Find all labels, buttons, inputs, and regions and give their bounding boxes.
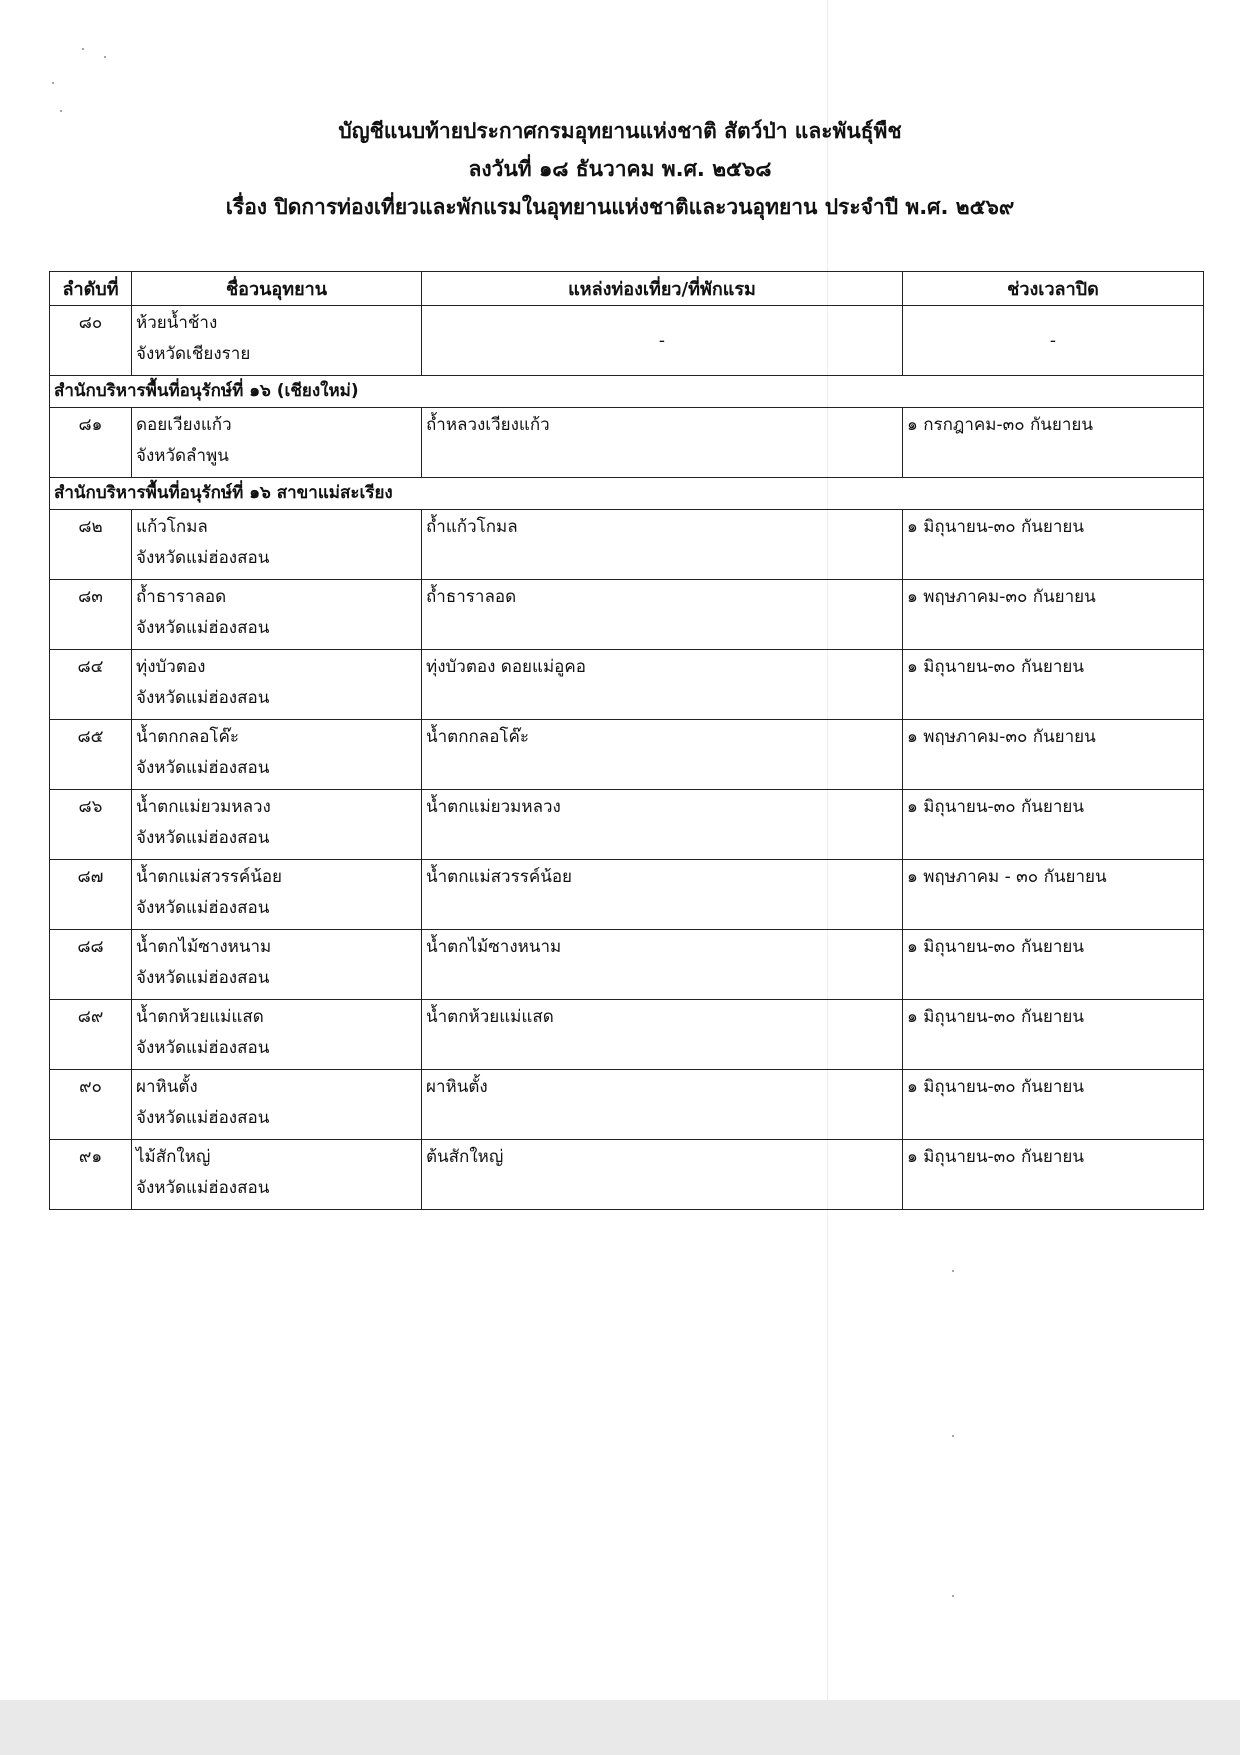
row-park-name-cell [132, 510, 422, 580]
row-park-name-cell [132, 1070, 422, 1140]
row-site: น้ำตกกลอโค๊ะ [422, 720, 903, 790]
row-period: ๑ มิถุนายน-๓๐ กันยายน [903, 1140, 1204, 1210]
row-province: จังหวัดแม่ฮ่องสอน [136, 758, 270, 778]
row-period: ๑ พฤษภาคม - ๓๐ กันยายน [903, 860, 1204, 930]
row-sequence: ๘๙ [50, 1000, 132, 1070]
table-row [50, 1000, 1204, 1070]
header-date: ลงวันที่ ๑๘ ธันวาคม พ.ศ. ๒๕๖๘ [468, 157, 772, 181]
scan-speck [104, 56, 106, 58]
row-site: น้ำตกไม้ซางหนาม [422, 930, 903, 1000]
row-period: - [903, 306, 1204, 376]
row-park-name: น้ำตกไม้ซางหนาม [136, 937, 272, 957]
scan-speck [952, 1435, 954, 1437]
row-period: ๑ พฤษภาคม-๓๐ กันยายน [903, 580, 1204, 650]
row-province: จังหวัดแม่ฮ่องสอน [136, 688, 270, 708]
row-period: ๑ มิถุนายน-๓๐ กันยายน [903, 930, 1204, 1000]
table-row [50, 1070, 1204, 1140]
table-row [50, 650, 1204, 720]
row-site: น้ำตกแม่สวรรค์น้อย [422, 860, 903, 930]
row-period: ๑ กรกฎาคม-๓๐ กันยายน [903, 408, 1204, 478]
row-sequence: ๙๑ [50, 1140, 132, 1210]
table-row [50, 860, 1204, 930]
row-park-name: น้ำตกแม่ยวมหลวง [136, 797, 271, 817]
table-row [50, 720, 1204, 790]
row-site: ทุ่งบัวตอง ดอยแม่อูคอ [422, 650, 903, 720]
section-row [50, 478, 1204, 510]
table-row [50, 580, 1204, 650]
table-row [50, 1140, 1204, 1210]
header-title: บัญชีแนบท้ายประกาศกรมอุทยานแห่งชาติ สัตว์ป่า และพันธุ์พืช [338, 119, 902, 143]
header-subject: เรื่อง ปิดการท่องเที่ยวและพักแรมในอุทยานแห่งชาติและวนอุทยาน ประจำปี พ.ศ. ๒๕๖๙ [225, 195, 1015, 219]
row-park-name-cell [132, 720, 422, 790]
row-park-name: ผาหินตั้ง [136, 1077, 198, 1097]
row-province: จังหวัดแม่ฮ่องสอน [136, 898, 270, 918]
row-park-name: น้ำตกกลอโค๊ะ [136, 727, 240, 747]
row-park-name: ทุ่งบัวตอง [136, 657, 206, 677]
row-park-name-cell [132, 860, 422, 930]
row-site: น้ำตกแม่ยวมหลวง [422, 790, 903, 860]
row-park-name-cell [132, 408, 422, 478]
row-sequence: ๘๕ [50, 720, 132, 790]
row-sequence: ๙๐ [50, 1070, 132, 1140]
row-sequence: ๘๓ [50, 580, 132, 650]
column-header-closing-period: ช่วงเวลาปิด [903, 272, 1204, 306]
section-title: สำนักบริหารพื้นที่อนุรักษ์ที่ ๑๖ (เชียงใหม่) [50, 376, 1204, 408]
scan-speck [952, 1595, 954, 1597]
row-sequence: ๘๒ [50, 510, 132, 580]
row-province: จังหวัดแม่ฮ่องสอน [136, 618, 270, 638]
row-park-name: ถ้ำธาราลอด [136, 587, 227, 607]
row-site: ถ้ำหลวงเวียงแก้ว [422, 408, 903, 478]
row-sequence: ๘๘ [50, 930, 132, 1000]
row-province: จังหวัดแม่ฮ่องสอน [136, 548, 270, 568]
row-sequence: ๘๐ [50, 306, 132, 376]
row-park-name: แก้วโกมล [136, 517, 208, 537]
row-province: จังหวัดแม่ฮ่องสอน [136, 1108, 270, 1128]
row-period: ๑ มิถุนายน-๓๐ กันยายน [903, 790, 1204, 860]
row-period: ๑ มิถุนายน-๓๐ กันยายน [903, 1070, 1204, 1140]
row-sequence: ๘๑ [50, 408, 132, 478]
row-park-name-cell [132, 650, 422, 720]
row-sequence: ๘๗ [50, 860, 132, 930]
row-park-name-cell [132, 306, 422, 376]
row-park-name: ห้วยน้ำช้าง [136, 313, 218, 333]
row-period: ๑ มิถุนายน-๓๐ กันยายน [903, 1000, 1204, 1070]
table-row [50, 510, 1204, 580]
closure-table [49, 271, 1204, 1210]
row-site: ต้นสักใหญ่ [422, 1140, 903, 1210]
row-site: ถ้ำแก้วโกมล [422, 510, 903, 580]
table-row [50, 790, 1204, 860]
scan-bottom-edge [0, 1700, 1240, 1755]
column-header-site: แหล่งท่องเที่ยว/ที่พักแรม [422, 272, 903, 306]
row-site: - [422, 306, 903, 376]
row-province: จังหวัดเชียงราย [136, 344, 251, 364]
table-row [50, 930, 1204, 1000]
row-province: จังหวัดลำพูน [136, 446, 229, 466]
row-sequence: ๘๔ [50, 650, 132, 720]
row-site: ผาหินตั้ง [422, 1070, 903, 1140]
row-park-name-cell [132, 930, 422, 1000]
document-header [0, 112, 1240, 226]
row-park-name-cell [132, 1140, 422, 1210]
section-row [50, 376, 1204, 408]
row-province: จังหวัดแม่ฮ่องสอน [136, 828, 270, 848]
row-province: จังหวัดแม่ฮ่องสอน [136, 1178, 270, 1198]
scan-speck [52, 82, 54, 84]
row-park-name: ดอยเวียงแก้ว [136, 415, 232, 435]
column-header-park-name: ชื่อวนอุทยาน [132, 272, 422, 306]
row-sequence: ๘๖ [50, 790, 132, 860]
row-site: ถ้ำธาราลอด [422, 580, 903, 650]
row-province: จังหวัดแม่ฮ่องสอน [136, 1038, 270, 1058]
table-row [50, 306, 1204, 376]
column-header-sequence: ลำดับที่ [50, 272, 132, 306]
row-park-name-cell [132, 580, 422, 650]
row-period: ๑ มิถุนายน-๓๐ กันยายน [903, 510, 1204, 580]
row-period: ๑ พฤษภาคม-๓๐ กันยายน [903, 720, 1204, 790]
scan-speck [82, 48, 84, 50]
row-park-name: น้ำตกแม่สวรรค์น้อย [136, 867, 283, 887]
row-period: ๑ มิถุนายน-๓๐ กันยายน [903, 650, 1204, 720]
row-site: น้ำตกห้วยแม่แสด [422, 1000, 903, 1070]
row-park-name: ไม้สักใหญ่ [136, 1147, 211, 1167]
scan-speck [952, 1270, 954, 1272]
row-park-name-cell [132, 1000, 422, 1070]
row-park-name-cell [132, 790, 422, 860]
row-park-name: น้ำตกห้วยแม่แสด [136, 1007, 264, 1027]
row-province: จังหวัดแม่ฮ่องสอน [136, 968, 270, 988]
table-row [50, 408, 1204, 478]
table-header-row [50, 272, 1204, 306]
section-title: สำนักบริหารพื้นที่อนุรักษ์ที่ ๑๖ สาขาแม่สะเรียง [50, 478, 1204, 510]
